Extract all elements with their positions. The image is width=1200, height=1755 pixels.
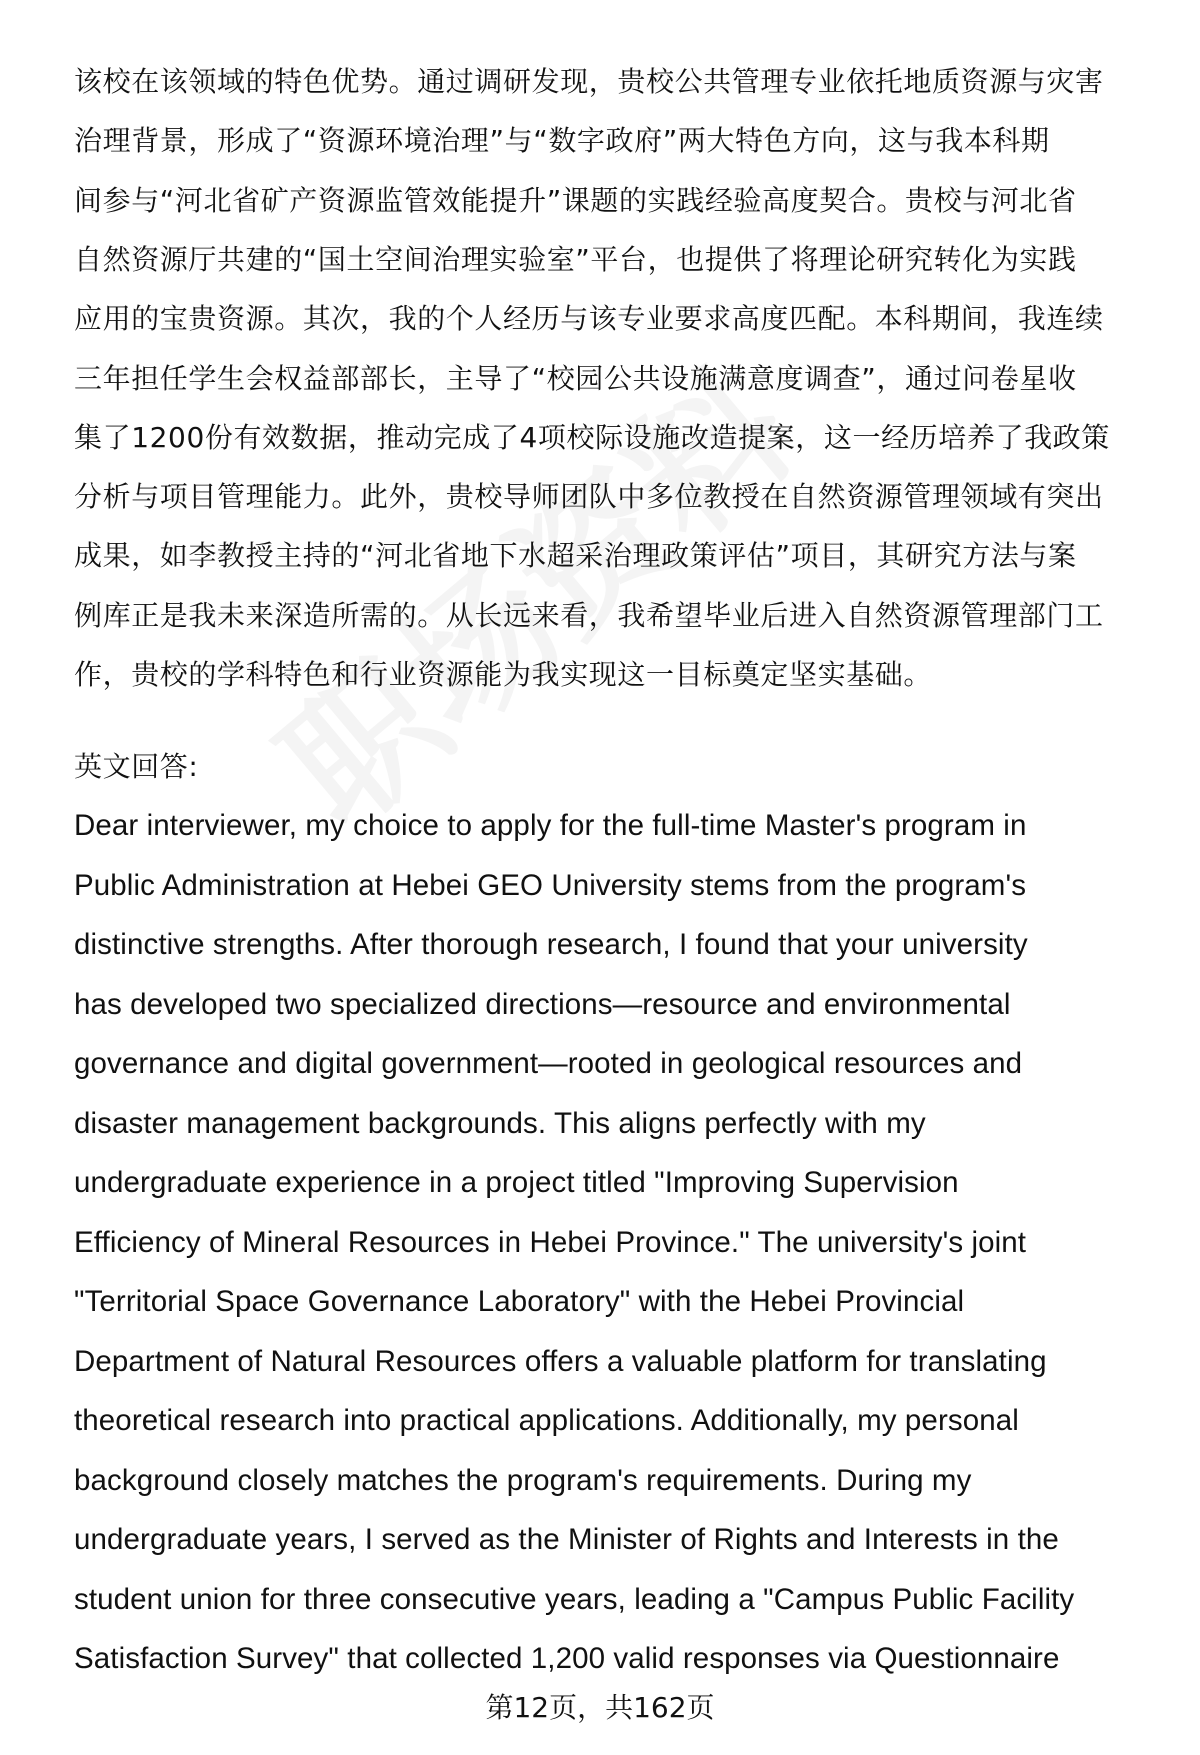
english-paragraph-line: Department of Natural Resources offers a valuable platform for translating <box>74 1344 1047 1378</box>
chinese-paragraph-line: 自然资源厅共建的“国土空间治理实验室”平台，也提供了将理论研究转化为实践 <box>74 242 1077 276</box>
chinese-paragraph-line: 三年担任学生会权益部部长，主导了“校园公共设施满意度调查”，通过问卷星收 <box>74 361 1077 395</box>
english-paragraph-line: distinctive strengths. After thorough research, I found that your university <box>74 928 1028 961</box>
english-paragraph-line: Dear interviewer, my choice to apply for the full-time Master's program in <box>74 809 1027 842</box>
chinese-paragraph-line: 分析与项目管理能力。此外，贵校导师团队中多位教授在自然资源管理领域有突出 <box>74 480 1104 514</box>
english-paragraph-line: disaster management backgrounds. This aligns perfectly with my <box>74 1106 926 1140</box>
english-answer-heading: 英文回答: <box>74 750 199 783</box>
english-paragraph-line: Public Administration at Hebei GEO University stems from the program's <box>74 868 1027 902</box>
english-paragraph-line: has developed two specialized directions—resource and environmental <box>74 987 1011 1021</box>
english-paragraph-line: background closely matches the program's requirements. During my <box>74 1463 972 1497</box>
chinese-paragraph-line: 该校在该领域的特色优势。通过调研发现，贵校公共管理专业依托地质资源与灾害 <box>74 65 1104 98</box>
chinese-paragraph-line: 作，贵校的学科特色和行业资源能为我实现这一目标奠定坚实基础。 <box>74 658 933 691</box>
english-paragraph-line: Satisfaction Survey" that collected 1,200 valid responses via Questionnaire <box>74 1642 1060 1675</box>
chinese-paragraph-line: 治理背景，形成了“资源环境治理”与“数字政府”两大特色方向，这与我本科期 <box>74 124 1050 158</box>
english-paragraph-line: Efficiency of Mineral Resources in Hebei Province." The university's joint <box>74 1225 1027 1259</box>
chinese-paragraph-line: 间参与“河北省矿产资源监管效能提升”课题的实践经验高度契合。贵校与河北省 <box>74 183 1077 217</box>
chinese-paragraph-line: 成果，如李教授主持的“河北省地下水超采治理政策评估”项目，其研究方法与案 <box>74 539 1077 573</box>
english-paragraph-line: governance and digital government—rooted in geological resources and <box>74 1047 1023 1080</box>
chinese-paragraph-line: 集了1200份有效数据，推动完成了4项校际设施改造提案，这一经历培养了我政策 <box>74 420 1110 454</box>
english-paragraph-line: student union for three consecutive years, leading a "Campus Public Facility <box>74 1582 1075 1616</box>
english-paragraph-line: theoretical research into practical applications. Additionally, my personal <box>74 1404 1019 1437</box>
english-paragraph-line: undergraduate years, I served as the Minister of Rights and Interests in the <box>74 1523 1059 1556</box>
english-paragraph-line: "Territorial Space Governance Laboratory" with the Hebei Provincial <box>74 1285 965 1318</box>
chinese-paragraph-line: 应用的宝贵资源。其次，我的个人经历与该专业要求高度匹配。本科期间，我连续 <box>74 302 1104 336</box>
chinese-paragraph-line: 例库正是我未来深造所需的。从长远来看，我希望毕业后进入自然资源管理部门工 <box>74 598 1104 632</box>
english-paragraph-line: undergraduate experience in a project titled "Improving Supervision <box>74 1166 959 1199</box>
page-number-footer: 第12页，共162页 <box>485 1691 715 1724</box>
